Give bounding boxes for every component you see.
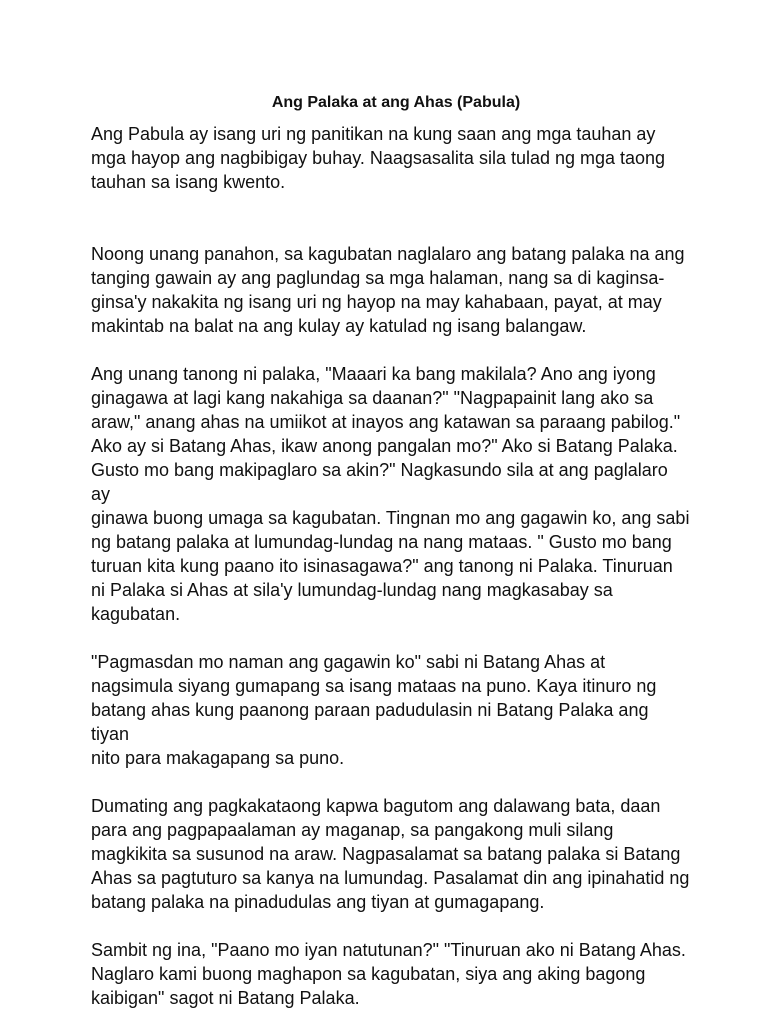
intro-paragraph: Ang Pabula ay isang uri ng panitikan na kung saan ang mga tauhan ay mga hayop ang nagbibigay buhay. Naagsasalita sila tulad ng mga taong tauhan sa isang kwento.	[91, 124, 666, 192]
story-paragraph-3: "Pagmasdan mo naman ang gagawin ko" sabi ni Batang Ahas at nagsimula siyang gumapang sa isang mataas na puno. Kaya itinuro ng batang ahas kung paanong paraan padudulasin ni Batang Palaka ang tiyan nito para makagapang sa puno.	[91, 652, 657, 768]
story-paragraph-5: Sambit ng ina, "Paano mo iyan natutunan?" "Tinuruan ako ni Batang Ahas. Naglaro kami buong maghapon sa kagubatan, siya ang aking bagong kaibigan" sagot ni Batang Palaka.	[91, 940, 686, 1008]
document-title: Ang Palaka at ang Ahas (Pabula)	[271, 94, 521, 111]
story-paragraph-1: Noong unang panahon, sa kagubatan naglalaro ang batang palaka na ang tanging gawain ay ang paglundag sa mga halaman, nang sa di kaginsa- ginsa'y nakakita ng isang uri ng hayop na may kahabaan, payat, at may makintab na balat na ang kulay ay katulad ng isang balangaw.	[91, 244, 685, 336]
document-content	[91, 92, 691, 1010]
story-paragraph-2: Ang unang tanong ni palaka, "Maaari ka bang makilala? Ano ang iyong ginagawa at lagi kang nakahiga sa daanan?" "Nagpapainit lang ako sa araw," anang ahas na umiikot at inayos ang katawan sa paraang pabilog." Ako ay si Batang Ahas, ikaw anong pangalan mo?" Ako si Batang Palaka. Gusto mo bang makipaglaro sa akin?" Nagkasundo sila at ang paglalaro ay ginawa buong umaga sa kagubatan. Tingnan mo ang gagawin ko, ang sabi ng batang palaka at lumundag-lundag na nang mataas. " Gusto mo bang turuan kita kung paano ito isinasagawa?" ang tanong ni Palaka. Tinuruan ni Palaka si Ahas at sila'y lumundag-lundag nang magkasabay sa kagubatan.	[91, 364, 690, 624]
story-paragraph-4: Dumating ang pagkakataong kapwa bagutom ang dalawang bata, daan para ang pagpapaalaman ay maganap, sa pangakong muli silang magkikita sa susunod na araw. Nagpasalamat sa batang palaka si Batang Ahas sa pagtuturo sa kanya na lumundag. Pasalamat din ang ipinahatid ng batang palaka na pinadudulas ang tiyan at gumagapang.	[91, 796, 690, 912]
